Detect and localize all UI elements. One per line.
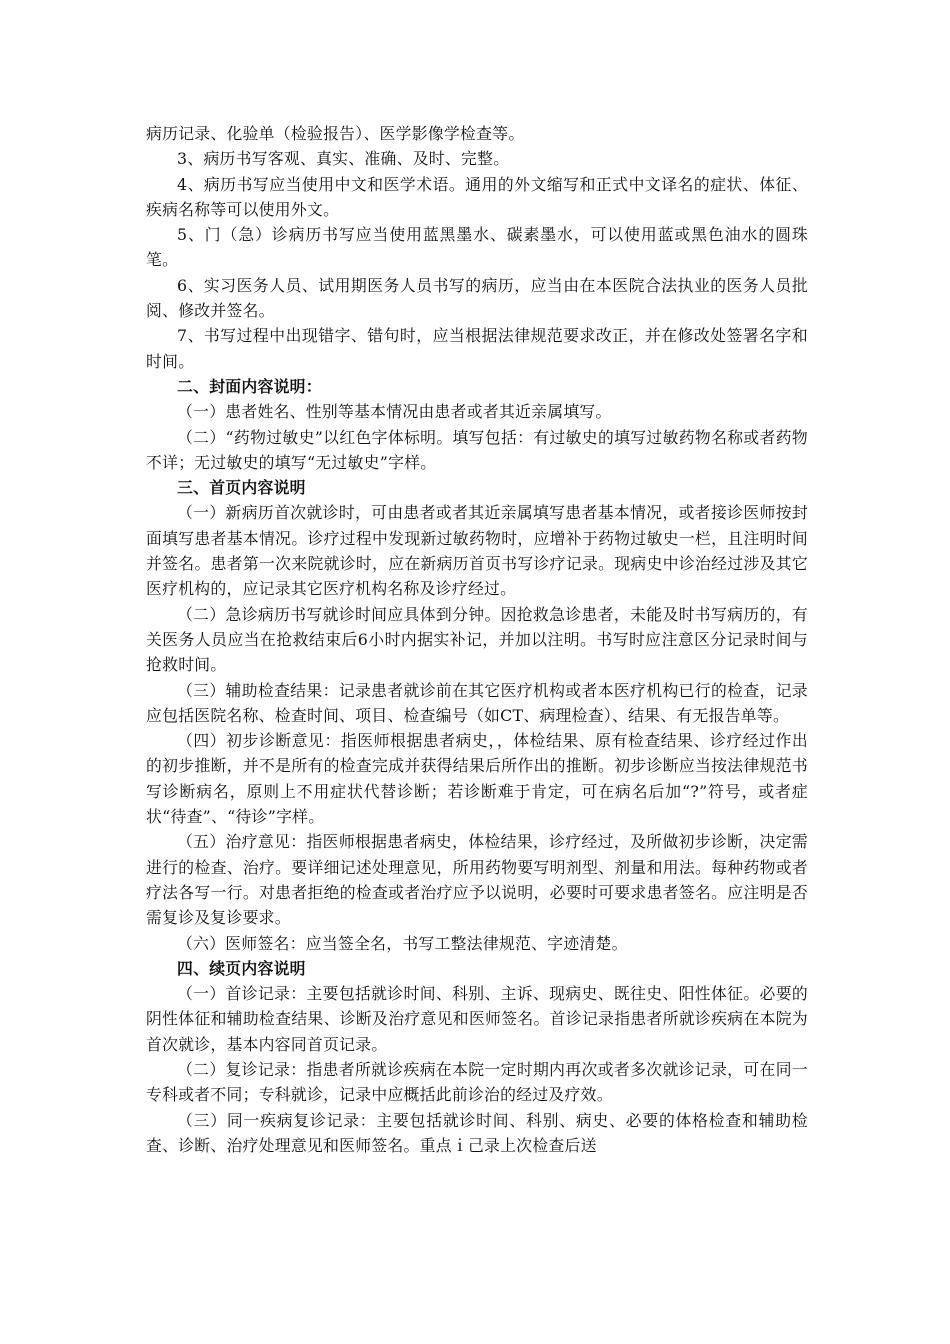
body-paragraph: 3、病历书写客观、真实、准确、及时、完整。 xyxy=(177,149,510,169)
body-paragraph: 病历记录、化验单（检验报告）、医学影像学检查等。 xyxy=(146,124,525,143)
body-paragraph: （二）复诊记录：指患者所就诊疾病在本院一定时期内再次或者多次就诊记录，可在同一专科或者不同；专科就诊，记录中应概括此前诊治的经过及疗效。 xyxy=(146,1059,808,1105)
body-paragraph: （五）治疗意见：指医师根据患者病史，体检结果，诊疗经过，及所做初步诊断，决定需进行的检查、治疗。要详细记述处理意见，所用药物要写明剂型、剂量和用法。每种药物或者疗法各写一行。对患者拒绝的检查或者治疗应予以说明，必要时可要求患者签名。应注明是否需复诊及复诊要求。 xyxy=(146,832,808,928)
section-heading: 四、续页内容说明 xyxy=(177,958,306,978)
body-paragraph: （二）“药物过敏史”以红色字体标明。填写包括：有过敏史的填写过敏药物名称或者药物不详；无过敏史的填写“无过敏史”字样。 xyxy=(146,427,808,472)
body-paragraph: （三）同一疾病复诊记录：主要包括就诊时间、科别、病史、必要的体格检查和辅助检查、诊断、治疗处理意见和医师签名。重点ｉ己录上次检查后送 xyxy=(146,1110,808,1155)
body-paragraph: （四）初步诊断意见：指医师根据患者病史，，体检结果、原有检查结果、诊疗经过作出的初步推断，并不是所有的检查完成并获得结果后所作出的推断。初步诊断应当按法律规范书写诊断病名，原则上不用症状代替诊断；若诊断难于肯定，可在病名后加“?”符号，或者症状“待查”、“待诊”字样。 xyxy=(146,731,808,827)
body-paragraph: 6、实习医务人员、试用期医务人员书写的病历，应当由在本医院合法执业的医务人员批阅、修改并签名。 xyxy=(146,275,808,321)
body-paragraph: （三）辅助检查结果：记录患者就诊前在其它医疗机构或者本医疗机构已行的检查，记录应包括医院名称、检查时间、项目、检查编号（如CT、病理检查）、结果、有无报告单等。 xyxy=(146,680,808,725)
body-paragraph: 5、门（急）诊病历书写应当使用蓝黑墨水、碳素墨水，可以使用蓝或黑色油水的圆珠笔。 xyxy=(146,225,808,270)
section-heading: 三、首页内容说明 xyxy=(177,478,306,498)
section-heading: 二、封面内容说明： xyxy=(177,376,322,396)
body-paragraph: （六）医师签名：应当签全名，书写工整法律规范、字迹清楚。 xyxy=(177,933,628,953)
body-paragraph: 7、书写过程中出现错字、错句时，应当根据法律规范要求改正，并在修改处签署名字和时间。 xyxy=(146,326,808,371)
body-paragraph: （二）急诊病历书写就诊时间应具体到分钟。因抢救急诊患者，未能及时书写病历的，有关医务人员应当在抢救结束后6小时内据实补记，并加以注明。书写时应注意区分记录时间与抢救时间。 xyxy=(146,604,808,675)
body-paragraph: （一）患者姓名、性别等基本情况由患者或者其近亲属填写。 xyxy=(177,402,612,422)
body-paragraph: （一）首诊记录：主要包括就诊时间、科别、主诉、现病史、既往史、阳性体征。必要的阴性体征和辅助检查结果、诊断及治疗意见和医师签名。首诊记录指患者所就诊疾病在本院为首次就诊，基本内容同首页记录。 xyxy=(146,984,808,1054)
document-body xyxy=(146,121,808,1158)
body-paragraph: 4、病历书写应当使用中文和医学术语。通用的外文缩写和正式中文译名的症状、体征、疾病名称等可以使用外文。 xyxy=(146,174,808,219)
body-paragraph: （一）新病历首次就诊时，可由患者或者其近亲属填写患者基本情况，或者接诊医师按封面填写患者基本情况。诊疗过程中发现新过敏药物时，应增补于药物过敏史一栏，且注明时间并签名。患者第一次来院就诊时，应在新病历首页书写诊疗记录。现病史中诊治经过涉及其它医疗机构的，应记录其它医疗机构名称及诊疗经过。 xyxy=(146,503,808,599)
